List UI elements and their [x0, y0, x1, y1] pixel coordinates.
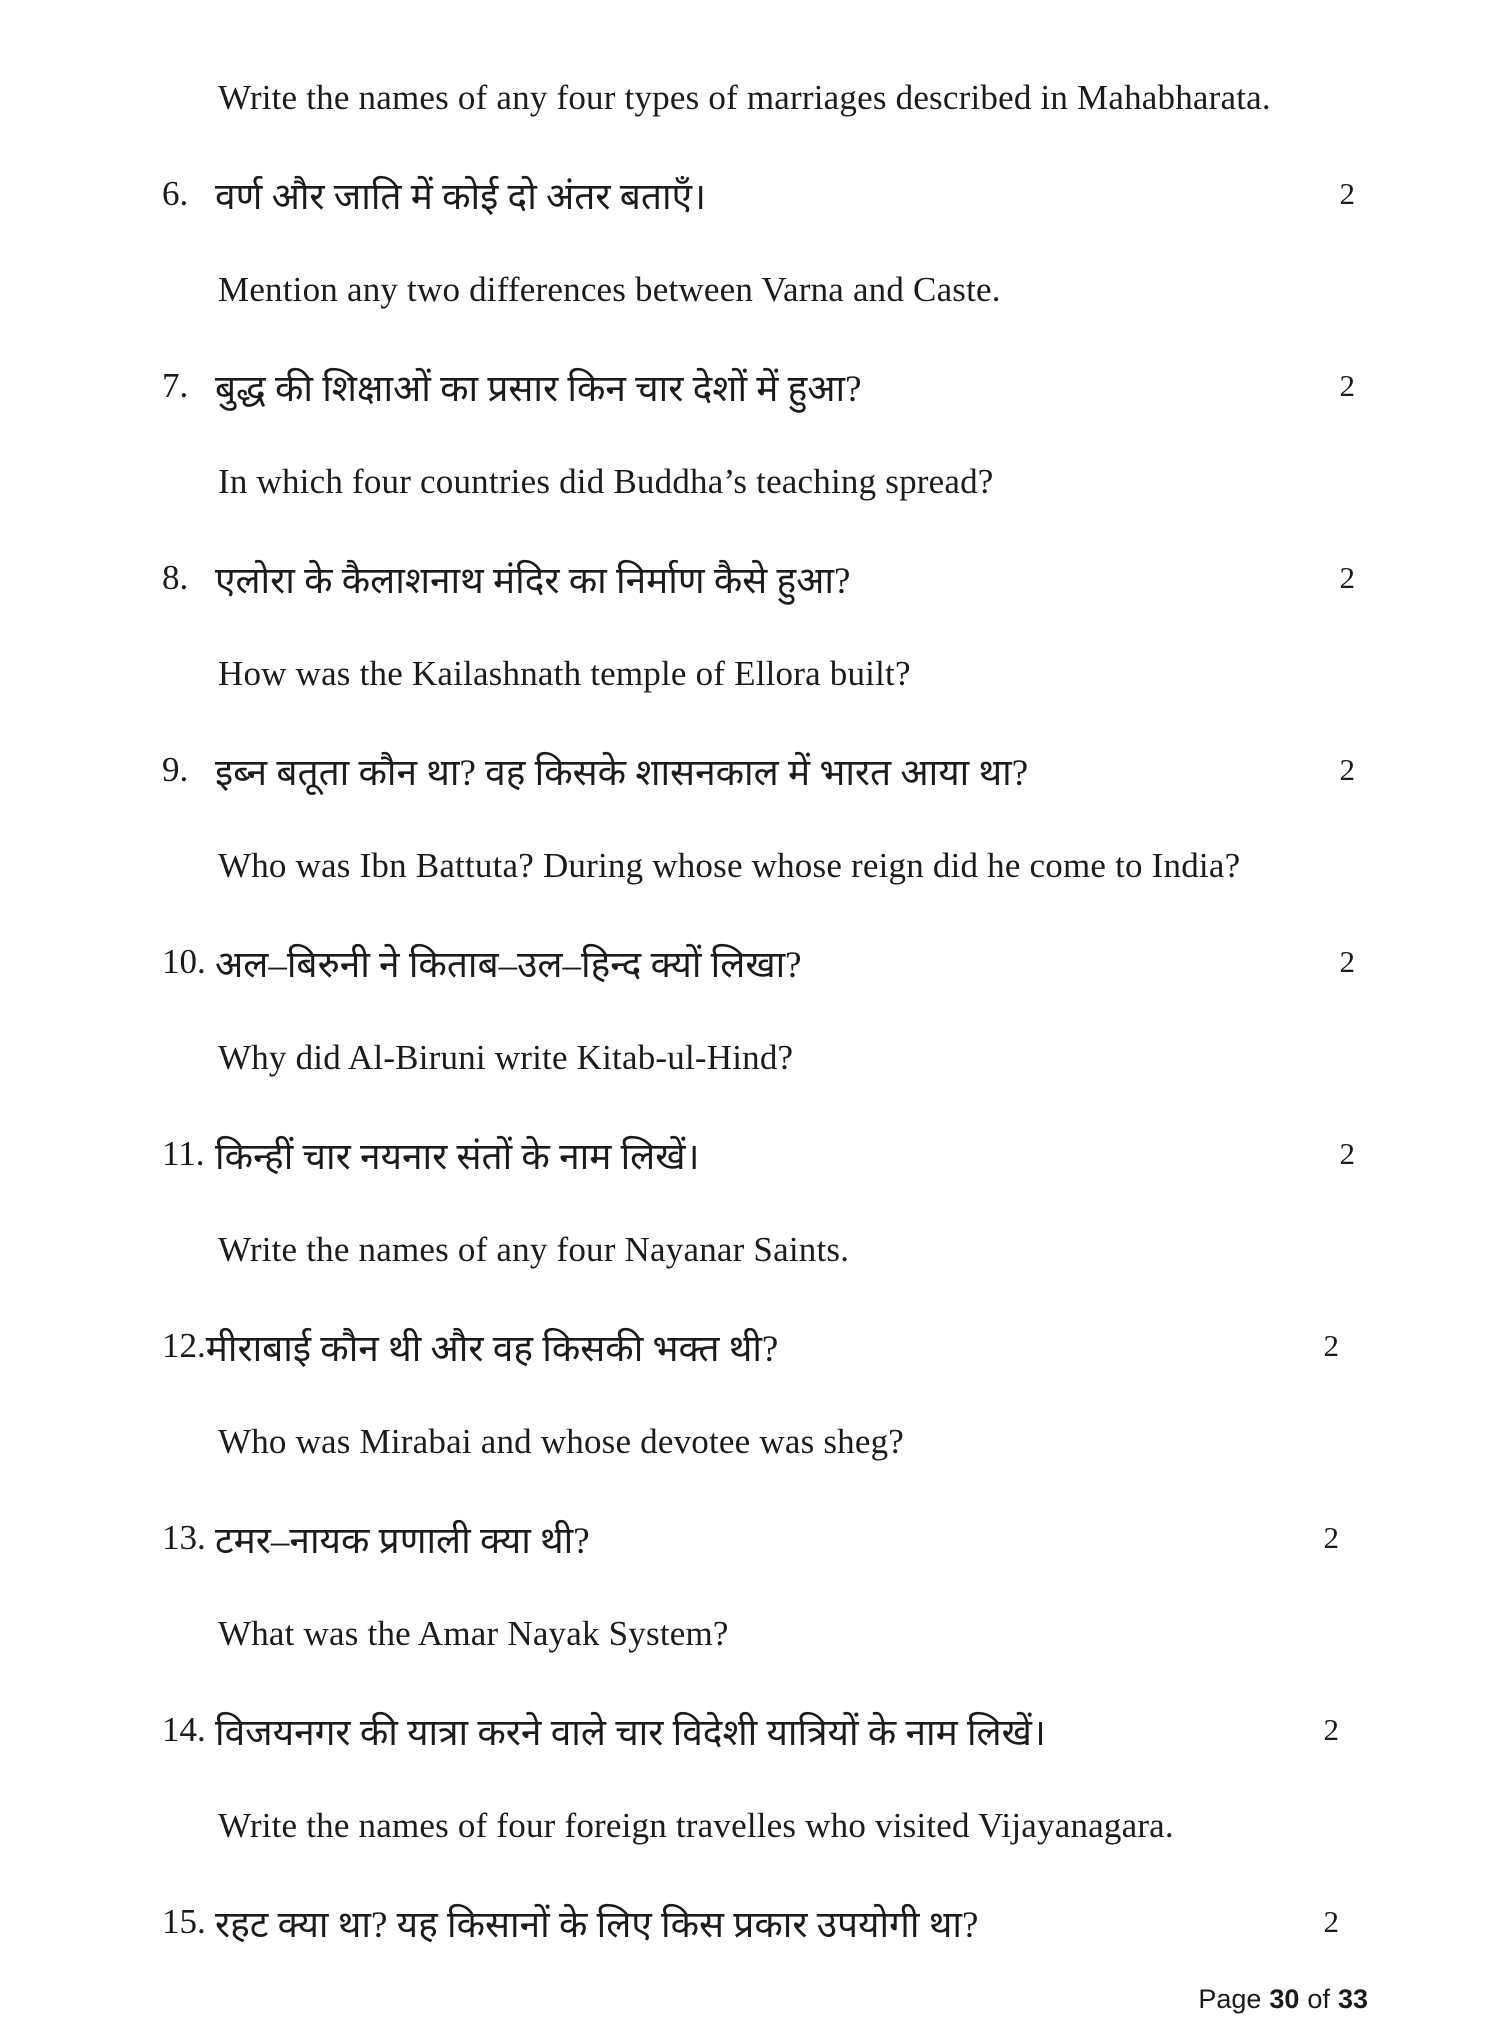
question-hindi-line [0, 530, 1505, 626]
question-text-english: How was the Kailashnath temple of Ellora built? [218, 654, 911, 693]
question-text-hindi: वर्ण और जाति में कोई दो अंतर बताएँ। [215, 176, 707, 218]
question-hindi-line [0, 722, 1505, 818]
question-number: 15. [162, 1902, 206, 1941]
footer-total-pages: 33 [1337, 1984, 1368, 2014]
question-text-english: Write the names of any four Nayanar Saints. [218, 1230, 850, 1269]
marks-value: 2 [1339, 752, 1355, 787]
question-text-english: What was the Amar Nayak System? [218, 1614, 729, 1653]
question-text-english: Write the names of four foreign travelles who visited Vijayanagara. [218, 1806, 1174, 1845]
question-english-line [0, 626, 1505, 722]
footer-page-number: 30 [1269, 1984, 1300, 2014]
question-text-hindi: बुद्ध की शिक्षाओं का प्रसार किन चार देशों में हुआ? [215, 368, 862, 410]
marks-value: 2 [1339, 1136, 1355, 1171]
question-hindi-line [0, 1490, 1505, 1586]
question-number: 8. [162, 558, 189, 597]
question-english-line [0, 434, 1505, 530]
question-text-hindi: टमर–नायक प्रणाली क्या थी? [215, 1520, 590, 1562]
question-english-line [0, 1010, 1505, 1106]
marks-value: 2 [1323, 1328, 1339, 1363]
question-hindi-line [0, 1298, 1505, 1394]
question-english-line [0, 1394, 1505, 1490]
marks-value: 2 [1339, 176, 1355, 211]
marks-value: 2 [1339, 944, 1355, 979]
question-english-line [0, 1586, 1505, 1682]
question-text-english: Who was Ibn Battuta? During whose whose reign did he come to India? [218, 846, 1241, 885]
question-hindi-line [0, 1682, 1505, 1778]
marks-value: 2 [1323, 1712, 1339, 1747]
question-text-hindi: इब्न बतूता कौन था? वह किसके शासनकाल में भारत आया था? [215, 752, 1029, 794]
question-text-hindi: विजयनगर की यात्रा करने वाले चार विदेशी यात्रियों के नाम लिखें। [215, 1712, 1046, 1754]
question-hindi-line [0, 914, 1505, 1010]
question-number: 6. [162, 174, 189, 213]
marks-value: 2 [1339, 368, 1355, 403]
question-english-line [0, 1778, 1505, 1874]
question-hindi-line [0, 1106, 1505, 1202]
question-english-line [0, 50, 1505, 146]
question-number: 7. [162, 366, 189, 405]
question-text-hindi: रहट क्या था? यह किसानों के लिए किस प्रकार उपयोगी था? [215, 1904, 979, 1946]
question-text-english: Write the names of any four types of marriages described in Mahabharata. [218, 78, 1271, 117]
question-text-hindi: किन्हीं चार नयनार संतों के नाम लिखें। [215, 1136, 700, 1178]
page-footer [1198, 1984, 1368, 2015]
question-number: 11. [162, 1134, 205, 1173]
question-hindi-line [0, 146, 1505, 242]
footer-page-label: Page [1198, 1984, 1262, 2014]
question-hindi-line [0, 338, 1505, 434]
question-number: 14. [162, 1710, 206, 1749]
question-english-line [0, 242, 1505, 338]
question-list [0, 50, 1505, 1970]
question-text-english: In which four countries did Buddha’s teaching spread? [218, 462, 994, 501]
question-text-english: Who was Mirabai and whose devotee was sheg? [218, 1422, 905, 1461]
question-hindi-line [0, 1874, 1505, 1970]
marks-value: 2 [1323, 1904, 1339, 1939]
marks-value: 2 [1323, 1520, 1339, 1555]
question-number: 12. [162, 1326, 206, 1365]
question-english-line [0, 1202, 1505, 1298]
question-text-english: Mention any two differences between Varna and Caste. [218, 270, 1001, 309]
question-text-hindi: अल–बिरुनी ने किताब–उल–हिन्द क्यों लिखा? [215, 944, 802, 986]
question-number: 10. [162, 942, 206, 981]
question-english-line [0, 818, 1505, 914]
marks-value: 2 [1339, 560, 1355, 595]
question-text-hindi: मीराबाई कौन थी और वह किसकी भक्त थी? [205, 1328, 779, 1370]
question-text-hindi: एलोरा के कैलाशनाथ मंदिर का निर्माण कैसे हुआ? [215, 560, 851, 602]
question-number: 9. [162, 750, 189, 789]
question-number: 13. [162, 1518, 206, 1557]
footer-of-label: of [1307, 1984, 1330, 2014]
question-text-english: Why did Al-Biruni write Kitab-ul-Hind? [218, 1038, 794, 1077]
